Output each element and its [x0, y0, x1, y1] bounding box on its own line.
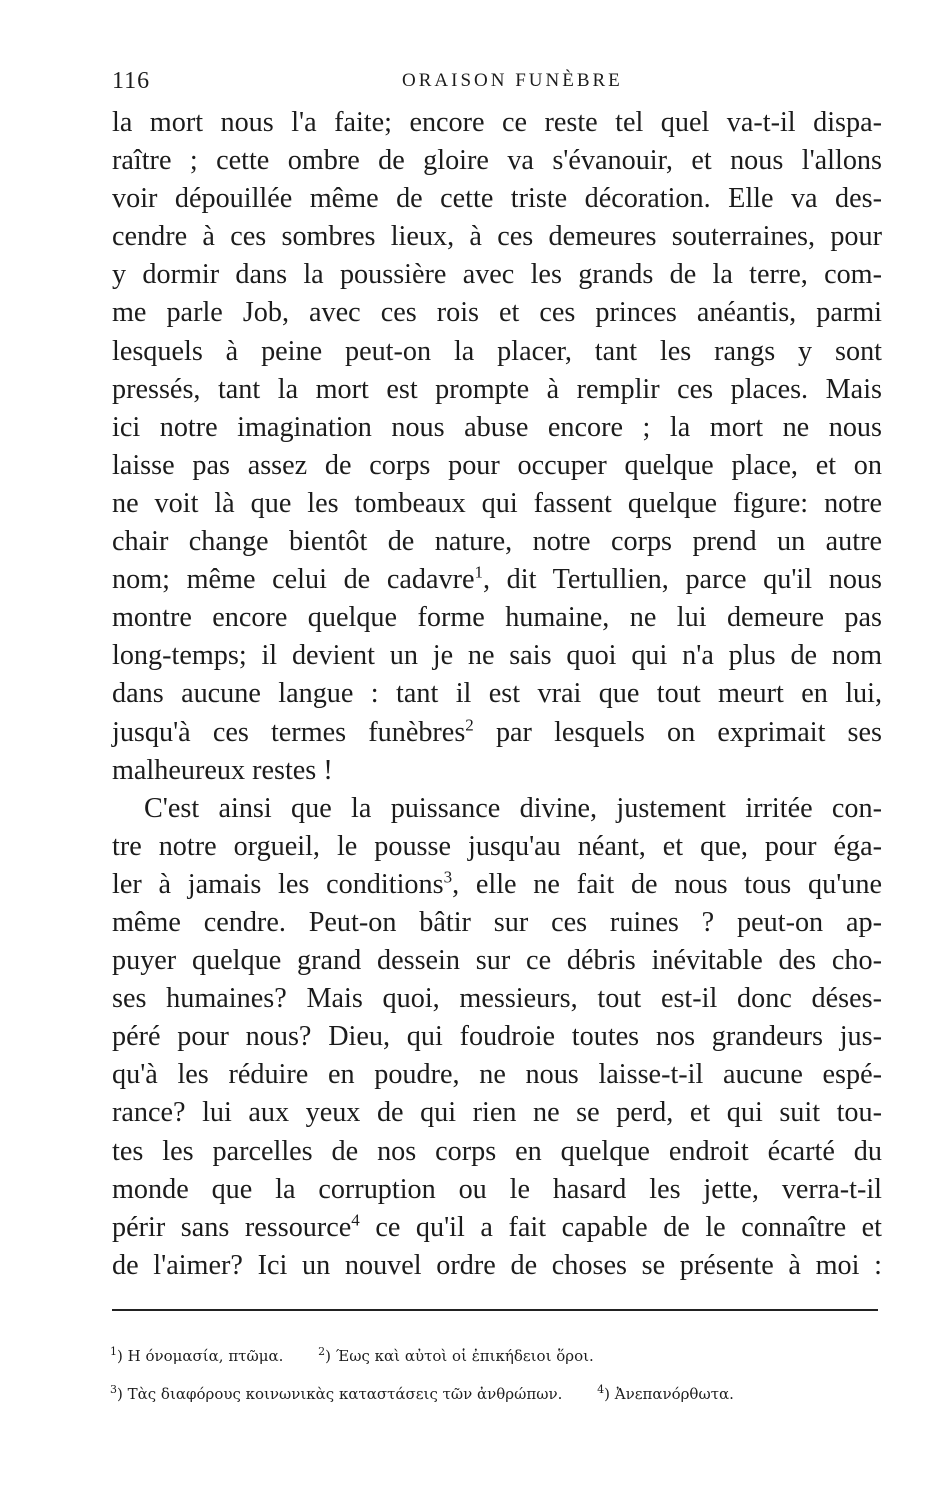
body-text [112, 104, 882, 1285]
footnote: $^1$) Η όνομασία, πτῶμα. [110, 1345, 284, 1365]
text-line: la mort nous l'a faite; encore ce reste tel quel va-t-il dispa- [112, 107, 882, 138]
text-line: périr sans ressource$^4$ ce qu'il a fait capable de le connaître et [112, 1210, 882, 1243]
text-line: ses humaines? Mais quoi, messieurs, tout est-il donc déses- [112, 983, 882, 1015]
footnote: $^2$) Έως καὶ αὐτοὶ οἱ ἐπικήδειοι ὅροι. [318, 1345, 594, 1365]
footnote-ref: 2 [465, 715, 474, 735]
text-line: puyer quelque grand dessein sur ce débris inévitable des cho- [112, 945, 882, 977]
text-line: ici notre imagination nous abuse encore ; la mort ne nous [112, 411, 882, 443]
footnote-text: Έως καὶ αὐτοὶ οἱ ἐπικήδειοι ὅροι. [335, 1347, 594, 1365]
footnote-text: Τὰς διαφόρους κοινωνικὰς καταστάσεις τῶν ἀνθρώπων. [127, 1385, 563, 1403]
text-line: chair change bientôt de nature, notre corps prend un autre [112, 526, 882, 558]
text-line: ler à jamais les conditions$^3$, elle ne fait de nous tous qu'une [112, 867, 882, 900]
footnote-text: Η όνομασία, πτῶμα. [127, 1347, 284, 1365]
footnote-ref: 3 [443, 867, 453, 887]
text-line: C'est ainsi que la puissance divine, justement irritée con- [144, 792, 882, 824]
footnote-ref: 1 [474, 562, 483, 582]
text-line: rance? lui aux yeux de qui rien ne se perd, et qui suit tou- [112, 1097, 882, 1129]
text-line: laisse pas assez de corps pour occuper quelque place, et on [112, 449, 882, 481]
footnote-mark: 1 [110, 1345, 117, 1358]
text-line: long-temps; il devient un je ne sais quoi qui n'a plus de nom [112, 640, 882, 672]
footnote-text: Ἀνεπανόρθωτα. [614, 1385, 734, 1403]
page-number: 116 [112, 68, 151, 94]
running-title: ORAISON FUNÈBRE [402, 70, 623, 91]
text-line: cendre à ces sombres lieux, à ces demeures souterraines, pour [112, 221, 882, 253]
text-line: voir dépouillée même de cette triste décoration. Elle va des- [112, 183, 882, 215]
text-line: qu'à les réduire en poudre, ne nous laisse-t-il aucune espé- [112, 1059, 882, 1091]
running-head [112, 64, 882, 104]
text-line: dans aucune langue : tant il est vrai que tout meurt en lui, [112, 678, 882, 710]
footnote: $^4$) Ἀνεπανόρθωτα. [597, 1383, 734, 1403]
text-line: nom; même celui de cadavre$^1$, dit Tertullien, parce qu'il nous [112, 562, 882, 596]
footnote-ref: 4 [351, 1210, 360, 1230]
text-line: y dormir dans la poussière avec les grands de la terre, com- [112, 259, 882, 291]
text-line: montre encore quelque forme humaine, ne lui demeure pas [112, 602, 882, 634]
text-line: péré pour nous? Dieu, qui foudroie toutes nos grandeurs jus- [112, 1021, 882, 1053]
text-line: monde que la corruption ou le hasard les jette, verra-t-il [112, 1173, 882, 1205]
text-line: même cendre. Peut-on bâtir sur ces ruines ? peut-on ap- [112, 906, 882, 938]
text-line: me parle Job, avec ces rois et ces princes anéantis, parmi [112, 297, 882, 329]
footnotes [110, 1335, 890, 1411]
text-line: tre notre orgueil, le pousse jusqu'au néant, et que, pour éga- [112, 830, 882, 862]
text-line: ne voit là que les tombeaux qui fassent quelque figure: notre [112, 487, 882, 519]
text-line: malheureux restes ! [112, 754, 333, 786]
text-line: de l'aimer? Ici un nouvel ordre de choses se présente à moi : [112, 1249, 882, 1281]
footnote-mark: 2 [318, 1345, 326, 1358]
footnote-mark: 4 [597, 1383, 605, 1396]
text-line: jusqu'à ces termes funèbres$^2$ par lesquels on exprimait ses [112, 715, 882, 748]
text-line: lesquels à peine peut-on la placer, tant les rangs y sont [112, 335, 882, 367]
text-line: raître ; cette ombre de gloire va s'évanouir, et nous l'allons [112, 145, 882, 177]
footnote: $^3$) Τὰς διαφόρους κοινωνικὰς καταστάσεις τῶν ἀνθρώπων. [110, 1383, 563, 1403]
footnote-mark: 3 [110, 1383, 117, 1396]
text-line: tes les parcelles de nos corps en quelque endroit écarté du [112, 1135, 882, 1167]
text-line: pressés, tant la mort est prompte à remplir ces places. Mais [112, 373, 882, 405]
footnote-separator [112, 1309, 878, 1311]
